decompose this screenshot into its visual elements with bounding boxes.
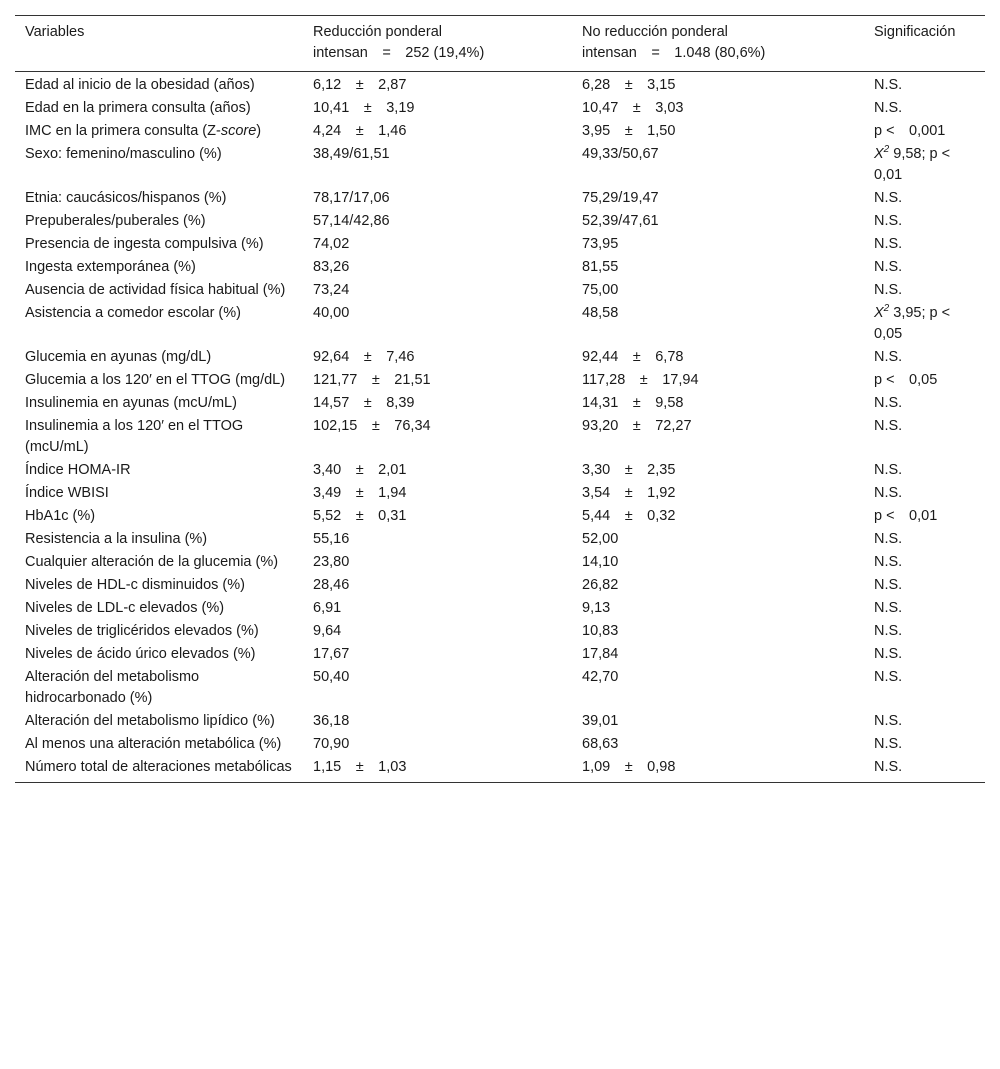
- row-weight-reduction-value: 78,17/17,06: [313, 190, 390, 206]
- chi-square-exponent: 2: [883, 144, 890, 156]
- table-row: [15, 415, 985, 459]
- row-weight-reduction-value: 6,91: [313, 600, 342, 616]
- table-row: [15, 505, 985, 528]
- table-row: [15, 459, 985, 482]
- row-no-weight-reduction-value: 3,30 ± 2,35: [582, 462, 676, 478]
- variable-text-end: ): [256, 123, 262, 139]
- row-weight-reduction-value: 40,00: [313, 305, 350, 321]
- row-significance: N.S.: [874, 77, 903, 93]
- table-row: [15, 369, 985, 392]
- header-row: [15, 16, 985, 72]
- row-no-weight-reduction-value: 5,44 ± 0,32: [582, 508, 676, 524]
- row-significance: N.S.: [874, 213, 903, 229]
- table-row: [15, 392, 985, 415]
- row-significance: N.S.: [874, 462, 903, 478]
- header-group1-title: Reducción ponderal: [313, 24, 442, 40]
- row-significance: N.S.: [874, 646, 903, 662]
- row-weight-reduction-value: 73,24: [313, 282, 350, 298]
- table-row: [15, 302, 985, 346]
- row-variable: [15, 120, 303, 143]
- table-row: [15, 279, 985, 302]
- table-header: [15, 16, 985, 72]
- row-no-weight-reduction-value: 6,28 ± 3,15: [582, 77, 676, 93]
- row-variable: Presencia de ingesta compulsiva (%): [25, 236, 264, 252]
- row-weight-reduction-value: 3,40 ± 2,01: [313, 462, 407, 478]
- row-significance: N.S.: [874, 236, 903, 252]
- table-row: [15, 597, 985, 620]
- row-weight-reduction-value: 17,67: [313, 646, 350, 662]
- row-weight-reduction-value: 121,77 ± 21,51: [313, 372, 431, 388]
- chi-square-exponent: 2: [883, 303, 890, 315]
- header-group2-title: No reducción ponderal: [582, 24, 728, 40]
- row-no-weight-reduction-value: 10,47 ± 3,03: [582, 100, 684, 116]
- row-no-weight-reduction-value: 92,44 ± 6,78: [582, 349, 684, 365]
- row-weight-reduction-value: 4,24 ± 1,46: [313, 123, 407, 139]
- row-no-weight-reduction-value: 42,70: [582, 669, 619, 685]
- row-no-weight-reduction-value: 52,00: [582, 531, 619, 547]
- row-weight-reduction-value: 55,16: [313, 531, 350, 547]
- table-row: [15, 143, 985, 187]
- row-variable: Etnia: caucásicos/hispanos (%): [25, 190, 227, 206]
- row-no-weight-reduction-value: 75,29/19,47: [582, 190, 659, 206]
- row-significance: N.S.: [874, 759, 903, 775]
- row-variable: Alteración del metabolismo lipídico (%): [25, 713, 275, 729]
- chi-square-symbol: X: [874, 146, 884, 162]
- row-variable: Edad al inicio de la obesidad (años): [25, 77, 255, 93]
- row-weight-reduction-value: 70,90: [313, 736, 350, 752]
- row-significance: N.S.: [874, 577, 903, 593]
- row-significance: N.S.: [874, 554, 903, 570]
- row-weight-reduction-value: 38,49/61,51: [313, 146, 390, 162]
- row-significance: p < 0,01: [874, 508, 938, 524]
- table-row: [15, 733, 985, 756]
- row-no-weight-reduction-value: 73,95: [582, 236, 619, 252]
- row-weight-reduction-value: 14,57 ± 8,39: [313, 395, 415, 411]
- row-significance: N.S.: [874, 736, 903, 752]
- row-variable: Alteración del metabolismo hidrocarbonado (%): [25, 669, 200, 706]
- row-no-weight-reduction-value: 14,10: [582, 554, 619, 570]
- row-variable: Insulinemia en ayunas (mcU/mL): [25, 395, 237, 411]
- table-row: [15, 551, 985, 574]
- row-weight-reduction-value: 92,64 ± 7,46: [313, 349, 415, 365]
- row-variable: HbA1c (%): [25, 508, 96, 524]
- row-no-weight-reduction-value: 48,58: [582, 305, 619, 321]
- row-weight-reduction-value: 74,02: [313, 236, 350, 252]
- row-significance: N.S.: [874, 259, 903, 275]
- variable-text: IMC en la primera consulta (Z-: [25, 123, 221, 139]
- row-no-weight-reduction-value: 9,13: [582, 600, 611, 616]
- header-group1-n: intensan = 252 (19,4%): [313, 45, 485, 61]
- row-variable: Niveles de triglicéridos elevados (%): [25, 623, 259, 639]
- row-significance: p < 0,05: [874, 372, 938, 388]
- row-weight-reduction-value: 28,46: [313, 577, 350, 593]
- table-row: [15, 97, 985, 120]
- table-row: [15, 528, 985, 551]
- row-significance: N.S.: [874, 600, 903, 616]
- row-variable: Número total de alteraciones metabólicas: [25, 759, 292, 775]
- row-no-weight-reduction-value: 117,28 ± 17,94: [582, 372, 699, 388]
- row-significance: [864, 143, 985, 187]
- row-significance: N.S.: [874, 531, 903, 547]
- table-row: [15, 256, 985, 279]
- row-variable: Ausencia de actividad física habitual (%): [25, 282, 286, 298]
- row-weight-reduction-value: 83,26: [313, 259, 350, 275]
- row-no-weight-reduction-value: 93,20 ± 72,27: [582, 418, 692, 434]
- row-no-weight-reduction-value: 17,84: [582, 646, 619, 662]
- table-row: [15, 643, 985, 666]
- results-table: [15, 15, 985, 783]
- row-variable: Niveles de LDL-c elevados (%): [25, 600, 225, 616]
- table-row: [15, 756, 985, 783]
- row-variable: Sexo: femenino/masculino (%): [25, 146, 222, 162]
- row-no-weight-reduction-value: 1,09 ± 0,98: [582, 759, 676, 775]
- row-variable: Al menos una alteración metabólica (%): [25, 736, 282, 752]
- row-no-weight-reduction-value: 49,33/50,67: [582, 146, 659, 162]
- row-significance: N.S.: [874, 713, 903, 729]
- row-weight-reduction-value: 1,15 ± 1,03: [313, 759, 407, 775]
- row-no-weight-reduction-value: 39,01: [582, 713, 619, 729]
- row-weight-reduction-value: 102,15 ± 76,34: [313, 418, 431, 434]
- row-no-weight-reduction-value: 26,82: [582, 577, 619, 593]
- row-weight-reduction-value: 23,80: [313, 554, 350, 570]
- row-weight-reduction-value: 9,64: [313, 623, 342, 639]
- row-variable: Insulinemia a los 120′ en el TTOG (mcU/mL): [25, 418, 244, 455]
- header-group-weight-reduction: [303, 16, 572, 72]
- row-significance: N.S.: [874, 669, 903, 685]
- row-weight-reduction-value: 57,14/42,86: [313, 213, 390, 229]
- table-row: [15, 574, 985, 597]
- table-row: [15, 666, 985, 710]
- table-row: [15, 233, 985, 256]
- row-significance: N.S.: [874, 485, 903, 501]
- row-significance: N.S.: [874, 418, 903, 434]
- table-row: [15, 210, 985, 233]
- table-row: [15, 710, 985, 733]
- row-no-weight-reduction-value: 14,31 ± 9,58: [582, 395, 684, 411]
- row-no-weight-reduction-value: 3,95 ± 1,50: [582, 123, 676, 139]
- table-row: [15, 346, 985, 369]
- table-row: [15, 187, 985, 210]
- row-significance: N.S.: [874, 100, 903, 116]
- row-significance: N.S.: [874, 349, 903, 365]
- row-significance: N.S.: [874, 282, 903, 298]
- row-variable: Asistencia a comedor escolar (%): [25, 305, 241, 321]
- row-variable: Cualquier alteración de la glucemia (%): [25, 554, 279, 570]
- row-weight-reduction-value: 50,40: [313, 669, 350, 685]
- row-variable: Niveles de ácido úrico elevados (%): [25, 646, 256, 662]
- significance-text: 3,95; p < 0,05: [874, 305, 965, 342]
- row-weight-reduction-value: 3,49 ± 1,94: [313, 485, 407, 501]
- row-significance: N.S.: [874, 190, 903, 206]
- variable-italic-text: score: [220, 123, 257, 139]
- row-weight-reduction-value: 36,18: [313, 713, 350, 729]
- table-row: [15, 482, 985, 505]
- row-variable: Resistencia a la insulina (%): [25, 531, 208, 547]
- row-no-weight-reduction-value: 68,63: [582, 736, 619, 752]
- row-weight-reduction-value: 10,41 ± 3,19: [313, 100, 415, 116]
- row-variable: Niveles de HDL-c disminuidos (%): [25, 577, 245, 593]
- row-significance: p < 0,001: [874, 123, 946, 139]
- row-no-weight-reduction-value: 81,55: [582, 259, 619, 275]
- row-variable: Ingesta extemporánea (%): [25, 259, 196, 275]
- row-no-weight-reduction-value: 10,83: [582, 623, 619, 639]
- row-variable: Prepuberales/puberales (%): [25, 213, 206, 229]
- table-row: [15, 120, 985, 143]
- row-significance: [864, 302, 985, 346]
- header-group2-n: intensan = 1.048 (80,6%): [582, 45, 766, 61]
- row-variable: Glucemia en ayunas (mg/dL): [25, 349, 212, 365]
- row-no-weight-reduction-value: 52,39/47,61: [582, 213, 659, 229]
- row-significance: N.S.: [874, 395, 903, 411]
- results-table-container: [15, 15, 985, 783]
- row-significance: N.S.: [874, 623, 903, 639]
- table-row: [15, 620, 985, 643]
- row-weight-reduction-value: 5,52 ± 0,31: [313, 508, 407, 524]
- table-body: [15, 72, 985, 783]
- row-no-weight-reduction-value: 75,00: [582, 282, 619, 298]
- row-variable: Glucemia a los 120′ en el TTOG (mg/dL): [25, 372, 286, 388]
- row-no-weight-reduction-value: 3,54 ± 1,92: [582, 485, 676, 501]
- row-variable: Índice HOMA-IR: [25, 462, 131, 478]
- header-group-no-weight-reduction: [572, 16, 864, 72]
- significance-text: 9,58; p < 0,01: [874, 146, 965, 183]
- header-significance: Significación: [874, 24, 956, 40]
- table-row: [15, 72, 985, 98]
- chi-square-symbol: X: [874, 305, 884, 321]
- row-variable: Edad en la primera consulta (años): [25, 100, 251, 116]
- row-weight-reduction-value: 6,12 ± 2,87: [313, 77, 407, 93]
- header-variables: Variables: [25, 24, 85, 40]
- row-variable: Índice WBISI: [25, 485, 109, 501]
